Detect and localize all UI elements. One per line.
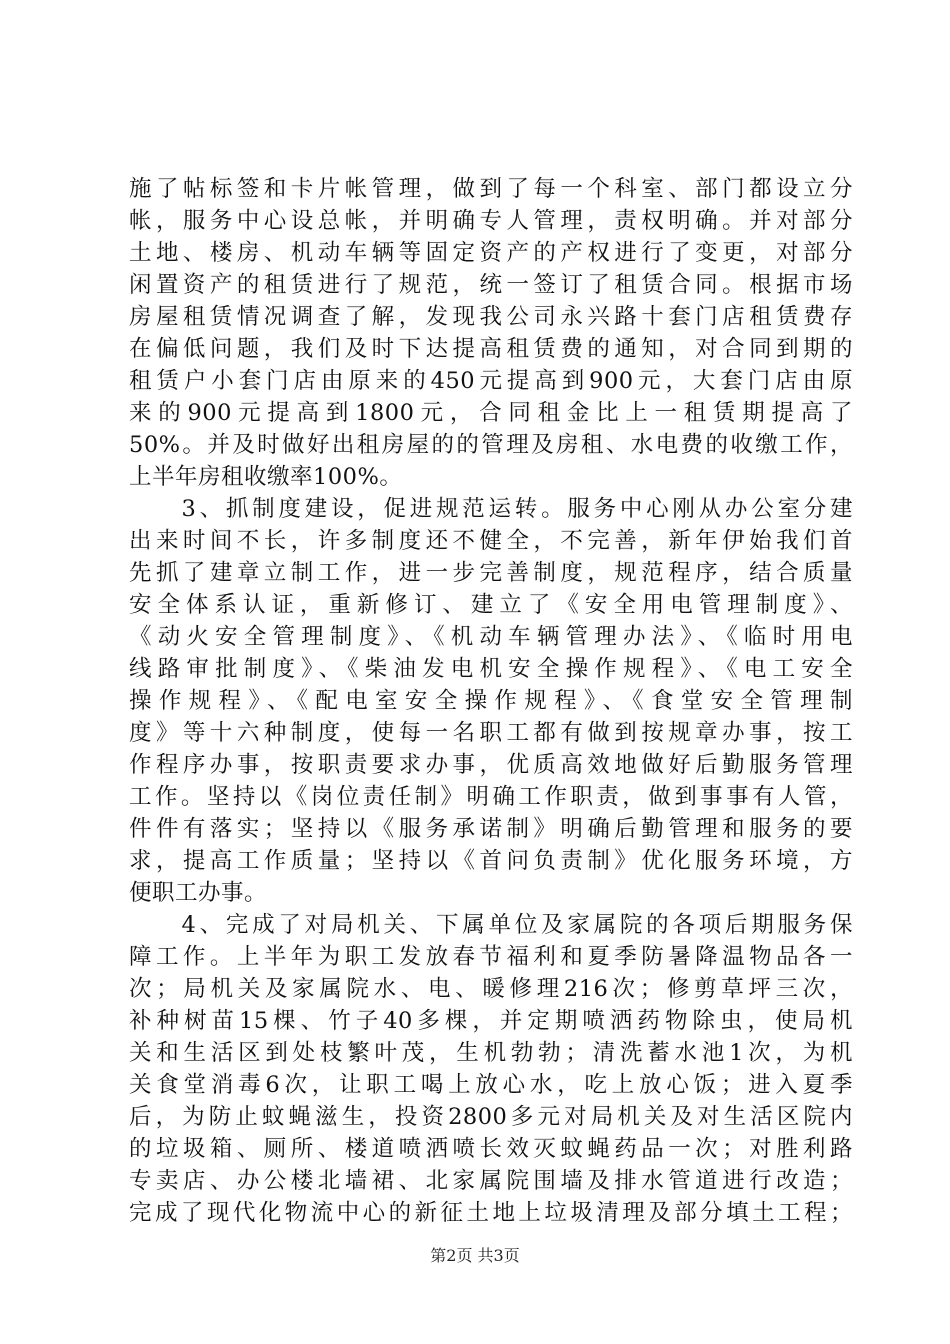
text-line: 操作规程》、《配电室安全操作规程》、《食堂安全管理制 [129, 688, 853, 714]
text-line: 安全体系认证，重新修订、建立了《安全用电管理制度》、 [129, 592, 853, 618]
text-line: 3、抓制度建设，促进规范运转。服务中心刚从办公室分建 [129, 496, 853, 522]
text-line: 关和生活区到处枝繁叶茂，生机勃勃；清洗蓄水池1次，为机 [129, 1040, 853, 1066]
text-line: 补种树苗15棵、竹子40多棵，并定期喷洒药物除虫，使局机 [129, 1008, 853, 1034]
text-line: 《动火安全管理制度》、《机动车辆管理办法》、《临时用电 [129, 624, 853, 650]
text-line: 租赁户小套门店由原来的450元提高到900元，大套门店由原 [129, 368, 853, 394]
text-line: 障工作。上半年为职工发放春节福利和夏季防暑降温物品各一 [129, 944, 853, 970]
text-line: 施了帖标签和卡片帐管理，做到了每一个科室、部门都设立分 [129, 176, 853, 202]
text-line: 完成了现代化物流中心的新征土地上垃圾清理及部分填土工程； [129, 1200, 853, 1226]
text-line: 帐，服务中心设总帐，并明确专人管理，责权明确。并对部分 [129, 208, 853, 234]
text-line: 求，提高工作质量；坚持以《首问负责制》优化服务环境，方 [129, 848, 853, 874]
text-line: 件件有落实；坚持以《服务承诺制》明确后勤管理和服务的要 [129, 816, 853, 842]
text-line: 50%。并及时做好出租房屋的的管理及房租、水电费的收缴工作， [129, 432, 853, 458]
text-line: 度》等十六种制度，使每一名职工都有做到按规章办事，按工 [129, 720, 853, 746]
text-line: 上半年房租收缴率100%。 [129, 464, 403, 490]
text-line: 关食堂消毒6次，让职工喝上放心水，吃上放心饭；进入夏季 [129, 1072, 853, 1098]
text-line: 专卖店、办公楼北墙裙、北家属院围墙及排水管道进行改造； [129, 1168, 853, 1194]
text-line: 次；局机关及家属院水、电、暖修理216次；修剪草坪三次， [129, 976, 853, 1002]
text-line: 先抓了建章立制工作，进一步完善制度，规范程序，结合质量 [129, 560, 853, 586]
text-line: 来的900元提高到1800元，合同租金比上一租赁期提高了 [129, 400, 853, 426]
text-line: 的垃圾箱、厕所、楼道喷洒喷长效灭蚊蝇药品一次；对胜利路 [129, 1136, 853, 1162]
text-line: 作程序办事，按职责要求办事，优质高效地做好后勤服务管理 [129, 752, 853, 778]
text-line: 房屋租赁情况调查了解，发现我公司永兴路十套门店租赁费存 [129, 304, 853, 330]
document-body [129, 173, 853, 1229]
text-line: 后，为防止蚊蝇滋生，投资2800多元对局机关及对生活区院内 [129, 1104, 853, 1130]
text-line: 在偏低问题，我们及时下达提高租赁费的通知，对合同到期的 [129, 336, 853, 362]
text-line: 出来时间不长，许多制度还不健全，不完善，新年伊始我们首 [129, 528, 853, 554]
text-line: 闲置资产的租赁进行了规范，统一签订了租赁合同。根据市场 [129, 272, 853, 298]
text-line: 土地、楼房、机动车辆等固定资产的产权进行了变更，对部分 [129, 240, 853, 266]
text-line: 线路审批制度》、《柴油发电机安全操作规程》、《电工安全 [129, 656, 853, 682]
text-line: 便职工办事。 [129, 880, 268, 906]
page-footer: 第2页 共3页 [430, 1246, 520, 1265]
text-line: 工作。坚持以《岗位责任制》明确工作职责，做到事事有人管， [129, 784, 853, 810]
text-line: 4、完成了对局机关、下属单位及家属院的各项后期服务保 [129, 912, 853, 938]
